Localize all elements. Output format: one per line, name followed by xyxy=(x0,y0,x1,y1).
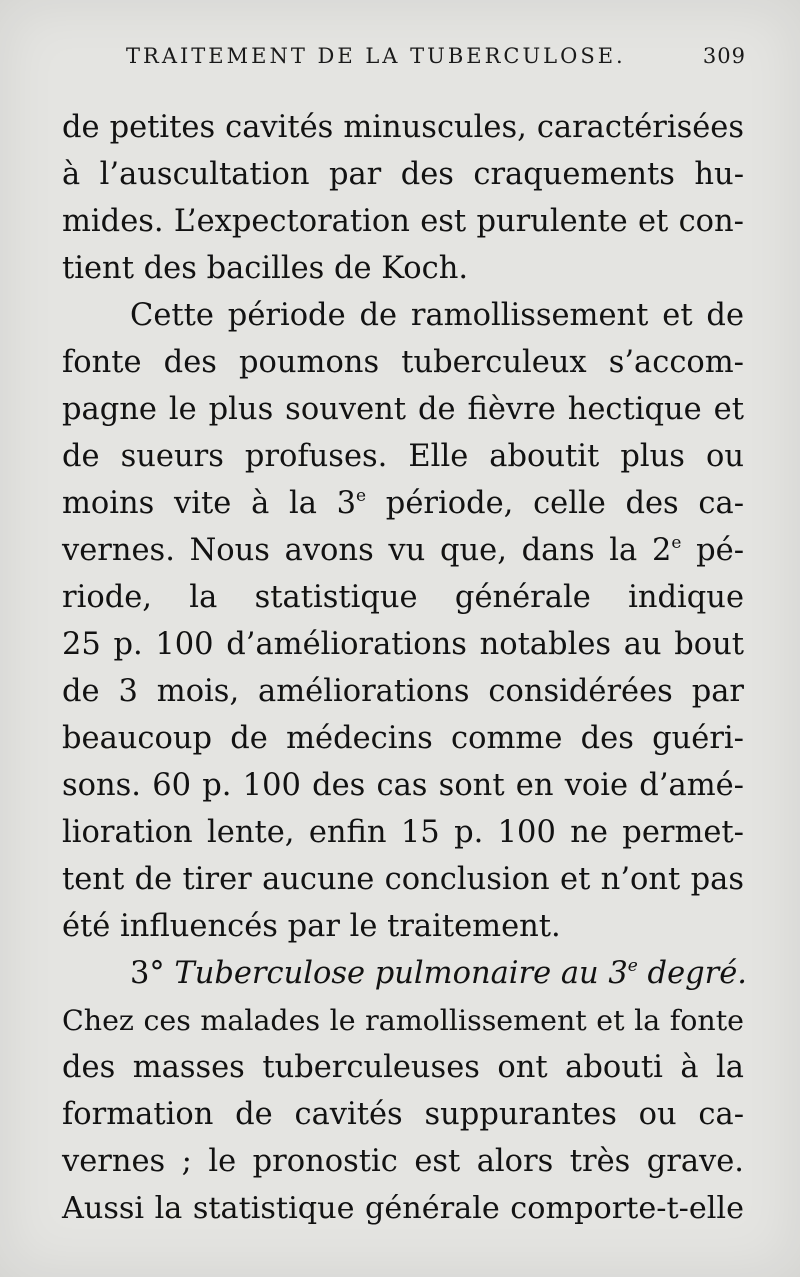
body-text xyxy=(62,104,747,1232)
text-line: Chez ces malades le ramollissement et la fonte xyxy=(62,1004,744,1037)
text-line xyxy=(62,480,744,527)
text-fragment: Tuberculose pulmonaire au 3 xyxy=(174,956,628,991)
text-fragment: période, celle des ca- xyxy=(366,486,744,521)
text-line: Aussi la statistique générale comporte-t-elle xyxy=(62,1191,744,1226)
section-number: 3° xyxy=(130,956,175,991)
page-number: 309 xyxy=(702,44,746,68)
text-line: Cette période de ramollissement et de xyxy=(130,298,744,333)
section-title xyxy=(174,956,747,991)
text-line: pagne le plus souvent de fièvre hectique et xyxy=(62,392,744,427)
text-line xyxy=(62,527,744,574)
text-line: été influencés par le traitement. xyxy=(62,909,561,944)
section-heading-line xyxy=(62,950,747,997)
text-line: de petites cavités minuscules, caractérisées xyxy=(62,110,744,145)
text-line: 25 p. 100 d’améliorations notables au bout xyxy=(62,627,744,662)
text-line: mides. L’expectoration est purulente et con- xyxy=(62,204,744,239)
text-line: riode, la statistique générale indique xyxy=(62,580,744,615)
text-line: vernes ; le pronostic est alors très grave. xyxy=(62,1144,744,1179)
text-line: formation de cavités suppurantes ou ca- xyxy=(62,1097,744,1132)
ordinal-superscript: e xyxy=(627,956,638,976)
running-header xyxy=(60,44,748,84)
text-line: à l’auscultation par des craquements hu- xyxy=(62,157,744,192)
ordinal-superscript: e xyxy=(671,533,682,553)
text-line: tient des bacilles de Koch. xyxy=(62,251,469,286)
text-line: des masses tuberculeuses ont abouti à la xyxy=(62,1050,744,1085)
text-line: de 3 mois, améliorations considérées par xyxy=(62,674,744,709)
text-line: beaucoup de médecins comme des guéri- xyxy=(62,721,744,756)
text-line: de sueurs profuses. Elle aboutit plus ou xyxy=(62,439,744,474)
text-line: lioration lente, enfin 15 p. 100 ne permet- xyxy=(62,815,744,850)
text-fragment: vernes. Nous avons vu que, dans la 2 xyxy=(62,533,672,568)
text-line: sons. 60 p. 100 des cas sont en voie d’amé- xyxy=(62,768,744,803)
running-title: TRAITEMENT DE LA TUBERCULOSE. xyxy=(126,44,626,68)
text-fragment: moins vite à la 3 xyxy=(62,486,357,521)
text-line: fonte des poumons tuberculeux s’accom- xyxy=(62,345,744,380)
text-fragment: pé- xyxy=(681,533,745,568)
text-line: tent de tirer aucune conclusion et n’ont pas xyxy=(62,862,744,897)
ordinal-superscript: e xyxy=(356,486,367,506)
text-fragment: degré. xyxy=(637,956,747,991)
